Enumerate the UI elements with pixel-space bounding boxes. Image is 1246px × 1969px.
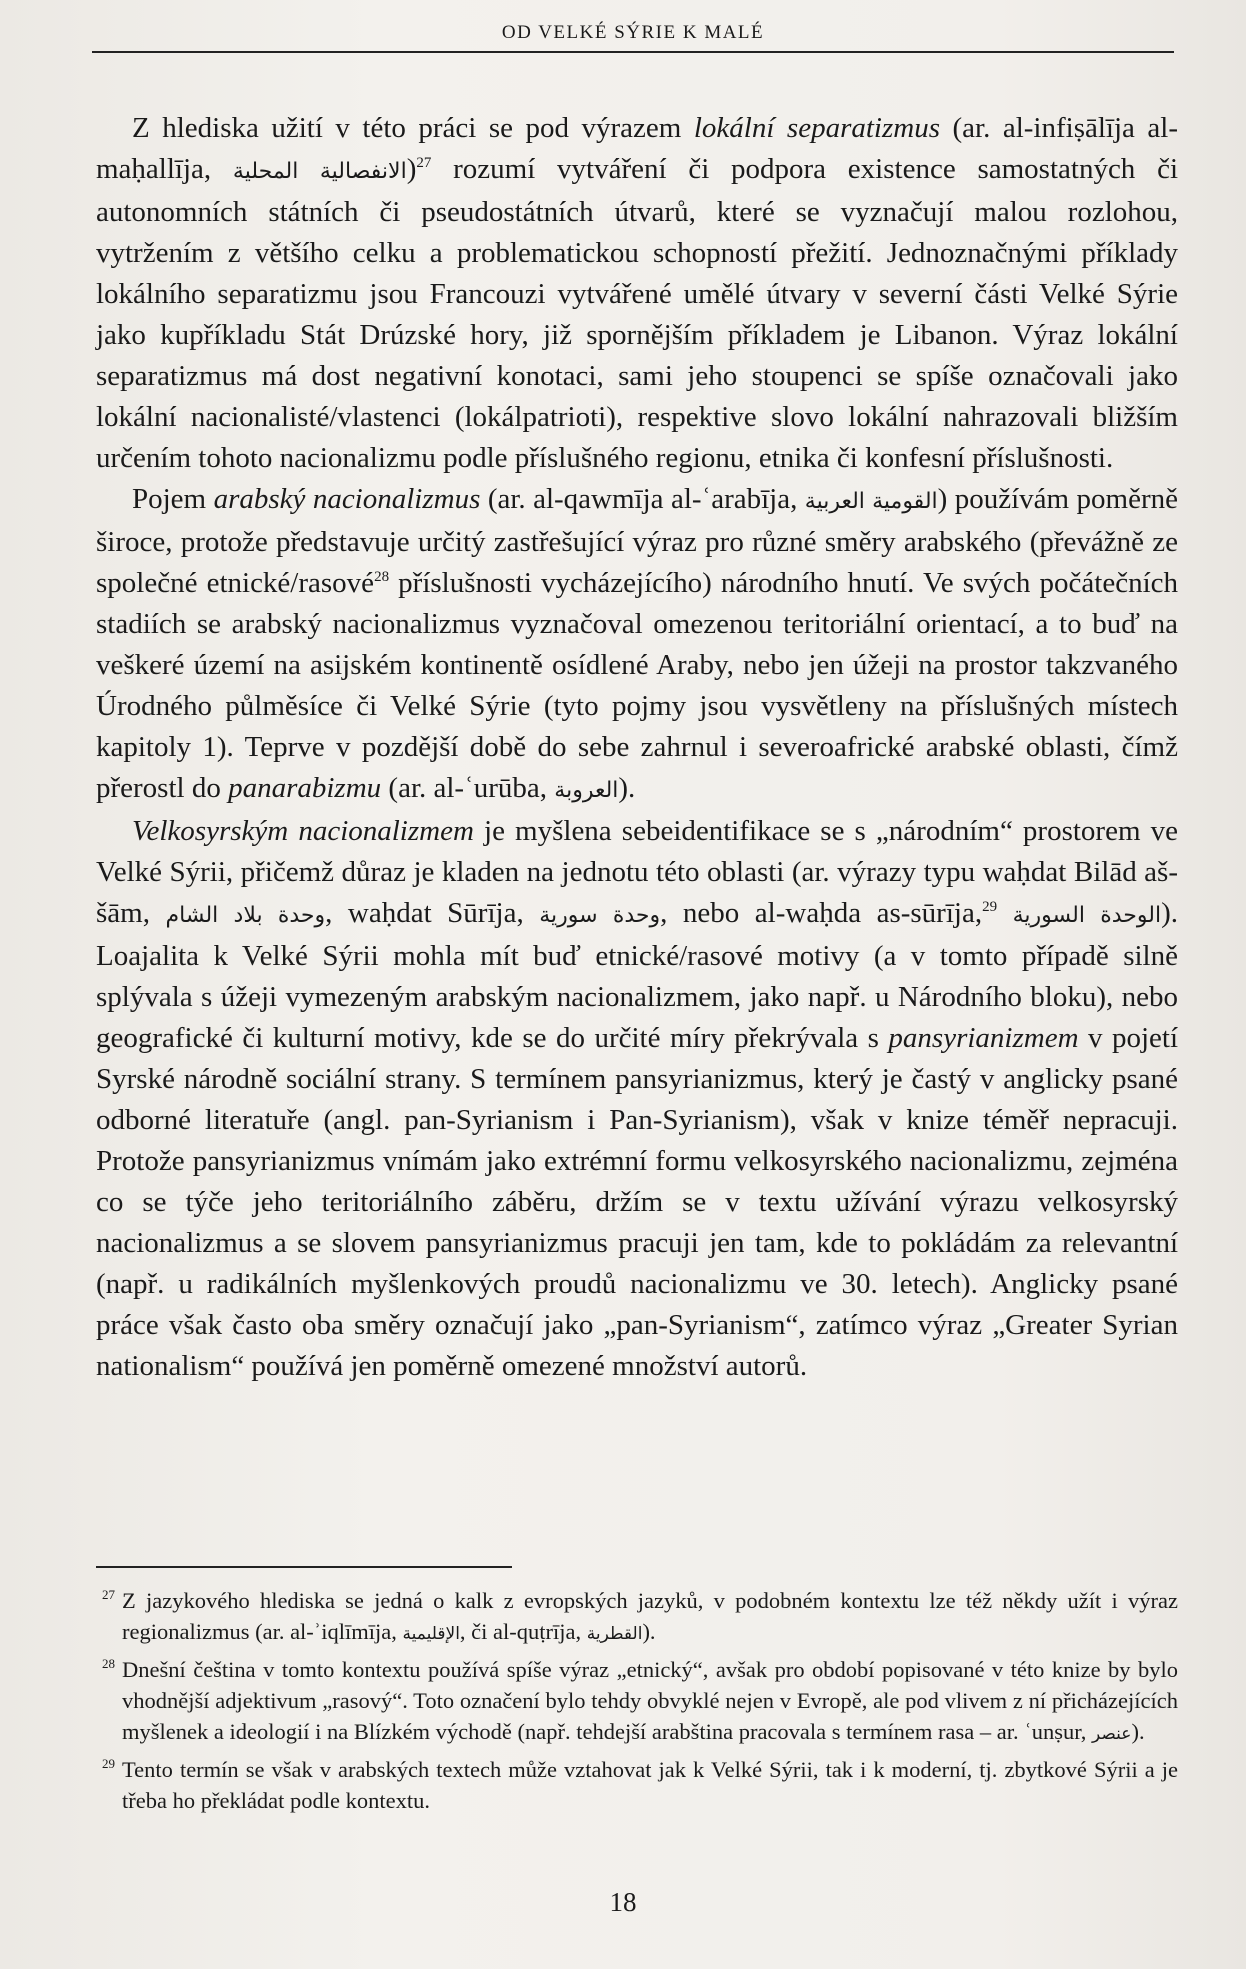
footnote-ref-28[interactable]: 28	[374, 569, 390, 585]
footnote-28	[102, 1654, 1178, 1750]
paragraph-3: Velkosyrským nacionalizmem je myšlena sebeidentifikace se s „národním“ prostorem ve Velké Sýrii, přičemž důraz je kladen na jednotu této oblasti (ar. výrazy typu waḥdat Bilād aš-šām, وحدة بلاد الشام, waḥdat Sūrīja, وحدة سورية, nebo al-waḥda as-sūrīja,$^{29}$ الوحدة السورية). Loajalita k Velké Sýrii mohla mít buď etnické/rasové motivy (a v tomto případě silně splývala s úžeji vymezeným arabským nacionalizmem, jako např. u Národního bloku), nebo geografické či kulturní motivy, kde se do určité míry překrývala s pansyrianizmem v pojetí Syrské národně sociální strany. S termínem pansyrianizmus, který je častý v anglicky psané odborné literatuře (angl. pan-Syrianism i Pan-Syrianism), však v knize téměř nepracuji. Protože pansyrianizmus vnímám jako extrémní formu velkosyrského nacionalizmu, zejména co se týče jeho teritoriálního záběru, držím se v textu užívání výrazu velkosyrský nacionalizmus a se slovem pansyrianizmus pracuji jen tam, kde to pokládám za relevantní (např. u radikálních myšlenkových proudů nacionalizmu ve 30. letech). Anglicky psané práce však často oba směry označují jako „pan-Syrianism“, zatímco výraz „Greater Syrian nationalism“ používá jen poměrně omezené množství autorů.	[96, 815, 1178, 1382]
arabic-term: عنصر	[1092, 1724, 1132, 1744]
arabic-term: العروبة	[554, 778, 619, 803]
footnote-ref-29[interactable]: 29	[982, 899, 998, 915]
arabic-term: وحدة بلاد الشام	[165, 903, 326, 928]
page-number: 18	[609, 1887, 637, 1917]
running-header: OD VELKÉ SÝRIE K MALÉ	[501, 22, 765, 43]
arabic-term: الوحدة السورية	[1012, 903, 1162, 928]
header-rule	[92, 51, 1174, 53]
arabic-term: القطرية	[586, 1624, 643, 1644]
arabic-term: وحدة سورية	[539, 903, 661, 928]
term-greater-syrian-nationalism: Velkosyrským nacionalizmem	[132, 815, 474, 847]
footnote-29	[102, 1754, 1178, 1816]
footnote-number: 28	[102, 1656, 115, 1671]
footnote-text: Z jazykového hlediska se jedná o kalk z evropských jazyků, v podobném kontextu lze též někdy užít i výraz regionalizmus (ar. al-ʾiqlīmīja, الإقليمية, či al-quṭrīja, القطرية).	[122, 1588, 1178, 1644]
term-arab-nationalism: arabský nacionalizmus	[213, 483, 481, 515]
footnote-number: 27	[102, 1587, 115, 1602]
arabic-term: الانفصالية المحلية	[232, 159, 407, 184]
main-text	[96, 108, 1178, 1387]
footnote-27	[102, 1585, 1178, 1650]
paragraph-2: Pojem arabský nacionalizmus (ar. al-qawmīja al-ʿarabīja, القومية العربية) používám poměrně široce, protože představuje určitý zastřešující výraz pro různé směry arabského (převážně ze společné etnické/rasové$^{28}$ příslušnosti vycházejícího) národního hnutí. Ve svých počátečních stadiích se arabský nacionalizmus vyznačoval omezenou teritoriální orientací, a to buď na veškeré území na asijském kontinentě osídlené Araby, nebo jen úžeji na prostor takzvaného Úrodného půlměsíce či Velké Sýrie (tyto pojmy jsou vysvětleny na příslušných místech kapitoly 1). Teprve v pozdější době do sebe zahrnul i severoafrické arabské oblasti, čímž přerostl do panarabizmu (ar. al-ʿurūba, العروبة).	[96, 483, 1178, 804]
term-panarabism: panarabizmu	[228, 772, 382, 804]
arabic-term: الإقليمية	[402, 1624, 460, 1644]
footnote-text: Tento termín se však v arabských textech může vztahovat jak k Velké Sýrii, tak i k moderní, tj. zbytkové Sýrii a je třeba ho překládat podle kontextu.	[122, 1757, 1178, 1813]
paragraph-1: Z hlediska užití v této práci se pod výrazem lokální separatizmus (ar. al-infiṣālīja al-maḥallīja, الانفصالية المحلية)$^{27}$ rozumí vytváření či podpora existence samostatných či autonomních státních či pseudostátních útvarů, které se vyznačují malou rozlohou, vytržením z většího celku a problematickou schopností přežití. Jednoznačnými příklady lokálního separatizmu jsou Francouzi vytvářené umělé útvary v severní části Velké Sýrie jako kupříkladu Stát Drúzské hory, již spornějším příkladem je Libanon. Výraz lokální separatizmus má dost negativní konotaci, sami jeho stoupenci se spíše označovali jako lokální nacionalisté/vlastenci (lokálpatrioti), respektive slovo lokální nahrazovali bližším určením tohoto nacionalizmu podle příslušného regionu, etnika či konfesní příslušnosti.	[96, 112, 1179, 474]
arabic-term: القومية العربية	[804, 489, 938, 514]
term-pansyrianism: pansyrianizmem	[888, 1022, 1079, 1054]
footnote-ref-27[interactable]: 27	[416, 155, 432, 171]
footnote-text: Dnešní čeština v tomto kontextu používá spíše výraz „etnický“, avšak pro období popisované v této knize by bylo vhodnější adjektivum „rasový“. Toto označení bylo tehdy obvyklé nejen v Evropě, ale pod vlivem z ní přicházejících myšlenek a ideologií i na Blízkém východě (např. tehdejší arabština pracovala s termínem rasa – ar. ʿunṣur, عنصر).	[122, 1657, 1178, 1744]
footnote-number: 29	[102, 1756, 115, 1771]
footnote-rule	[96, 1566, 512, 1568]
footnotes	[102, 1585, 1178, 1820]
term-local-separatism: lokální separatizmus	[693, 112, 940, 144]
